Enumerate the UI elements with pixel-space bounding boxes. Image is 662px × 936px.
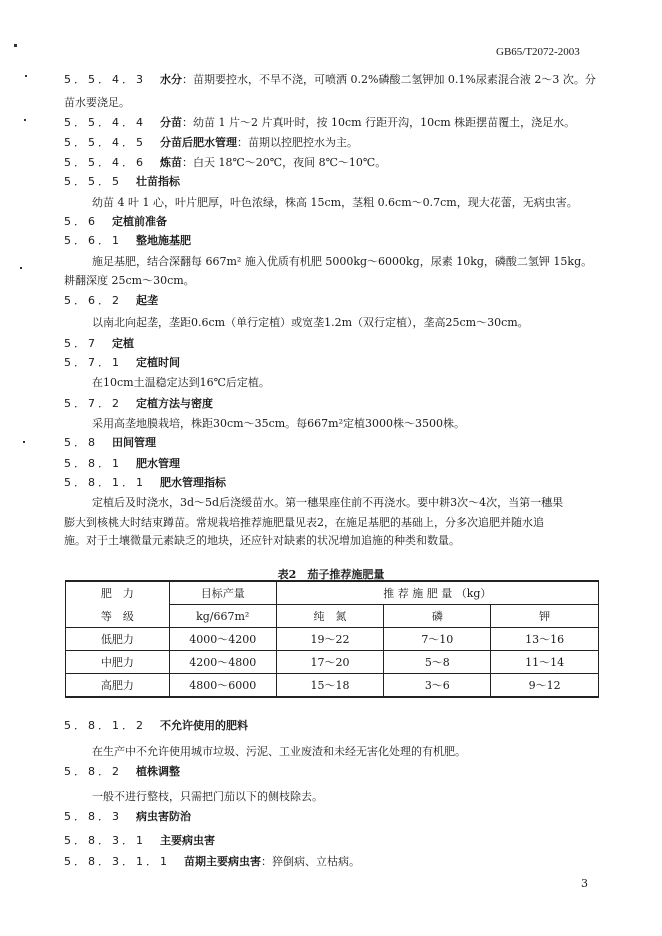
paragraph-line: 施足基肥，结合深翻每 667m² 施入优质有机肥 5000kg～6000kg，尿素 10kg，磷酸二氢钾 15kg。	[92, 255, 593, 268]
section-title: 起垄	[136, 294, 158, 307]
paragraph-continuation: 苗水要浇足。	[64, 96, 130, 109]
paragraph-line: 幼苗 4 叶 1 心，叶片肥厚，叶色浓绿，株高 15cm，茎粗 0.6cm～0.7cm，现大花蕾，无病虫害。	[92, 196, 578, 209]
section-heading	[64, 216, 167, 227]
section-text: ：苗期以控肥控水为主。	[237, 136, 358, 149]
section-heading	[64, 357, 180, 368]
section-heading	[64, 477, 226, 488]
scan-mark	[23, 441, 25, 443]
section-number: 5．8	[64, 436, 98, 449]
section-number: 5．5．4．4	[64, 116, 146, 129]
table-header-row	[66, 581, 599, 605]
document-code: GB65/T2072-2003	[496, 46, 580, 58]
paragraph-continuation: 耕翻深度 25cm～30cm。	[64, 274, 195, 287]
section-title: 整地施基肥	[136, 234, 191, 247]
section-number: 5．5．4．3	[64, 73, 146, 86]
section-heading	[64, 157, 386, 168]
paragraph-continuation: 施。对于土壤微量元素缺乏的地块，还应针对缺素的状况增加追施的种类和数量。	[64, 534, 460, 547]
cell-yield: 4200～4800	[169, 651, 276, 674]
section-number: 5．5．5	[64, 175, 122, 188]
paragraph-continuation: 膨大到核桃大时结束蹲苗。常规栽培推荐施肥量见表2，在施足基肥的基础上，分多次追肥并随水追	[64, 516, 544, 529]
cell-phosphorus: 3～6	[384, 674, 491, 698]
cell-level: 中肥力	[66, 651, 170, 674]
section-number: 5．8．1	[64, 457, 122, 470]
header-fertilizer: 推 荐 施 肥 量 （kg）	[276, 581, 598, 605]
scan-mark	[24, 119, 26, 121]
section-heading	[64, 720, 248, 731]
section-number: 5．5．4．5	[64, 136, 146, 149]
header-level-top: 肥 力	[66, 581, 170, 605]
section-heading	[64, 338, 134, 349]
section-heading	[64, 117, 575, 128]
header-level-bottom: 等 级	[66, 605, 170, 628]
cell-yield: 4000～4200	[169, 628, 276, 651]
section-number: 5．8．2	[64, 765, 122, 778]
section-number: 5．7．2	[64, 397, 122, 410]
section-title: 水分	[160, 73, 182, 86]
section-number: 5．7	[64, 337, 98, 350]
section-heading	[64, 398, 213, 409]
section-heading	[64, 295, 158, 306]
cell-nitrogen: 15～18	[276, 674, 384, 698]
section-number: 5．8．1．2	[64, 719, 146, 732]
section-heading	[64, 137, 358, 148]
section-heading	[64, 74, 596, 85]
paragraph-line: 在10cm土温稳定达到16℃后定植。	[92, 376, 270, 389]
section-title: 定植方法与密度	[136, 397, 213, 410]
section-heading	[64, 176, 180, 187]
section-title: 壮苗指标	[136, 175, 180, 188]
section-text: ：苗期要控水，不旱不浇，可喷洒 0.2%磷酸二氢钾加 0.1%尿素混合液 2～3 次。分	[182, 73, 596, 86]
section-title: 肥水管理指标	[160, 476, 226, 489]
section-text: ：猝倒病、立枯病。	[261, 855, 360, 868]
section-title: 植株调整	[136, 765, 180, 778]
section-title: 肥水管理	[136, 457, 180, 470]
section-title: 病虫害防治	[136, 810, 191, 823]
section-number: 5．7．1	[64, 356, 122, 369]
scan-mark	[25, 75, 27, 77]
section-text: ：幼苗 1 片～2 片真叶时，按 10cm 行距开沟，10cm 株距摆苗覆土，浇足水。	[182, 116, 576, 129]
cell-phosphorus: 7～10	[384, 628, 491, 651]
section-number: 5．8．1．1	[64, 476, 146, 489]
cell-yield: 4800～6000	[169, 674, 276, 698]
paragraph-line: 以南北向起垄，垄距0.6cm（单行定植）或宽垄1.2m（双行定植），垄高25cm～30cm。	[92, 316, 529, 329]
cell-level: 低肥力	[66, 628, 170, 651]
section-heading	[64, 458, 180, 469]
header-nitrogen: 纯 氮	[276, 605, 384, 628]
table-header-row	[66, 605, 599, 628]
cell-phosphorus: 5～8	[384, 651, 491, 674]
cell-potassium: 9～12	[491, 674, 599, 698]
table-row	[66, 674, 599, 698]
section-number: 5．6．2	[64, 294, 122, 307]
section-number: 5．6．1	[64, 234, 122, 247]
cell-nitrogen: 17～20	[276, 651, 384, 674]
table-row	[66, 628, 599, 651]
paragraph-line: 一般不进行整枝，只需把门茄以下的侧枝除去。	[92, 790, 323, 803]
section-heading	[64, 235, 191, 246]
section-number: 5．5．4．6	[64, 156, 146, 169]
cell-nitrogen: 19～22	[276, 628, 384, 651]
table-caption: 表2 茄子推荐施肥量	[277, 568, 385, 581]
cell-level: 高肥力	[66, 674, 170, 698]
header-potassium: 钾	[491, 605, 599, 628]
section-title: 定植时间	[136, 356, 180, 369]
header-yield-unit: kg/667m²	[169, 605, 276, 628]
fertilizer-table	[65, 580, 599, 698]
section-title: 主要病虫害	[160, 834, 215, 847]
cell-potassium: 13～16	[491, 628, 599, 651]
table-row	[66, 651, 599, 674]
paragraph-line: 定植后及时浇水，3d～5d后浇缓苗水。第一穗果座住前不再浇水。要中耕3次～4次，当第一穗果	[92, 496, 564, 509]
section-title: 苗期主要病虫害	[184, 855, 261, 868]
paragraph-line: 在生产中不允许使用城市垃圾、污泥、工业废渣和未经无害化处理的有机肥。	[92, 745, 466, 758]
section-title: 分苗	[160, 116, 182, 129]
header-phosphorus: 磷	[384, 605, 491, 628]
header-yield: 目标产量	[169, 581, 276, 605]
section-number: 5．8．3．1	[64, 834, 146, 847]
section-number: 5．8．3．1．1	[64, 855, 170, 868]
cell-potassium: 11～14	[491, 651, 599, 674]
section-title: 定植前准备	[112, 215, 167, 228]
paragraph-line: 采用高垄地膜栽培，株距30cm～35cm。每667m²定植3000株～3500株。	[92, 417, 465, 430]
section-title: 不允许使用的肥料	[160, 719, 248, 732]
section-heading	[64, 766, 180, 777]
section-number: 5．6	[64, 215, 98, 228]
section-title: 炼苗	[160, 156, 182, 169]
section-title: 田间管理	[112, 436, 156, 449]
scan-mark	[20, 267, 22, 269]
section-heading	[64, 856, 360, 867]
section-heading	[64, 811, 191, 822]
section-number: 5．8．3	[64, 810, 122, 823]
section-text: ：白天 18℃～20℃，夜间 8℃～10℃。	[182, 156, 387, 169]
section-title: 定植	[112, 337, 134, 350]
page-number: 3	[581, 877, 588, 890]
section-heading	[64, 437, 156, 448]
section-title: 分苗后肥水管理	[160, 136, 237, 149]
section-heading	[64, 835, 215, 846]
scan-mark	[14, 44, 17, 47]
